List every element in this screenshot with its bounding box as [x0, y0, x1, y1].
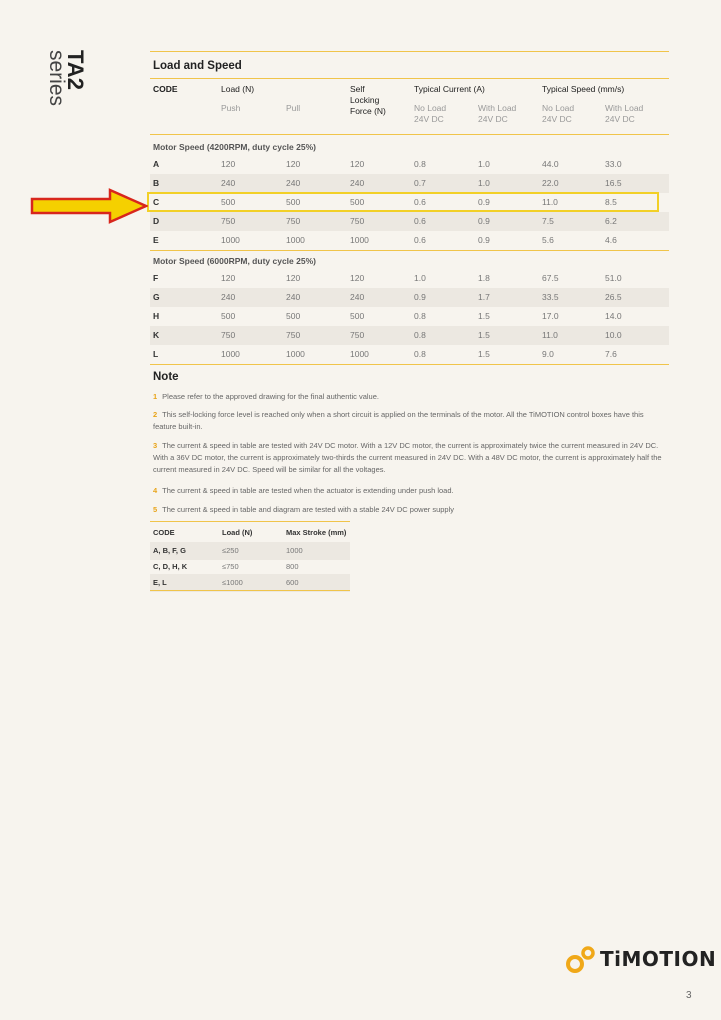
cell-lock: 240 [350, 178, 365, 188]
cell-pull: 1000 [286, 235, 305, 245]
cell-spd-with: 26.5 [605, 292, 622, 302]
stroke-cell-load: ≤250 [222, 546, 239, 555]
side-title [45, 48, 88, 128]
cell-push: 240 [221, 292, 236, 302]
arrow-icon [30, 188, 148, 224]
header-self-line3: Force (N) [350, 106, 386, 116]
header-current: Typical Current (A) [414, 84, 485, 94]
cell-push: 1000 [221, 235, 240, 245]
stroke-cell-code: C, D, H, K [153, 562, 188, 571]
note-number: 1 [153, 392, 158, 401]
withload-line1: With Load [605, 103, 644, 113]
note-item [153, 485, 663, 497]
note-text: This self-locking force level is reached only when a short circuit is applied on the terminals of the motor. All the TiMOTION control boxes have this feature built-in. [153, 410, 644, 431]
cell-push: 750 [221, 330, 236, 340]
cell-pull: 240 [286, 178, 301, 188]
cell-cur-with: 1.5 [478, 349, 490, 359]
header-current-withload [478, 103, 516, 125]
stroke-header-code: CODE [153, 528, 175, 537]
cell-spd-with: 16.5 [605, 178, 622, 188]
note-text: The current & speed in table are tested when the actuator is extending under push load. [162, 486, 454, 495]
cell-push: 500 [221, 197, 236, 207]
cell-cur-with: 0.9 [478, 197, 490, 207]
cell-code: H [153, 311, 160, 321]
stroke-cell-load: ≤750 [222, 562, 239, 571]
cell-spd-with: 7.6 [605, 349, 617, 359]
cell-cur-no: 0.8 [414, 349, 426, 359]
top-rule [150, 51, 669, 52]
series-label: series [45, 50, 68, 107]
group-title: Motor Speed (6000RPM, duty cycle 25%) [153, 256, 316, 266]
table-bottom-rule [150, 364, 669, 365]
noload-line1: No Load [414, 103, 447, 113]
cell-cur-no: 0.9 [414, 292, 426, 302]
group-rule [150, 250, 669, 251]
cell-spd-no: 9.0 [542, 349, 554, 359]
table-row [150, 288, 669, 307]
cell-spd-with: 6.2 [605, 216, 617, 226]
stroke-cell-stroke: 1000 [286, 546, 303, 555]
note-number: 2 [153, 410, 158, 419]
cell-pull: 500 [286, 197, 301, 207]
note-item [153, 409, 663, 433]
cell-cur-no: 0.6 [414, 197, 426, 207]
stroke-top-rule [150, 521, 350, 522]
cell-lock: 500 [350, 311, 365, 321]
stroke-header-stroke: Max Stroke (mm) [286, 528, 347, 537]
cell-lock: 500 [350, 197, 365, 207]
note-item [153, 440, 663, 476]
cell-push: 240 [221, 178, 236, 188]
stroke-cell-code: A, B, F, G [153, 546, 186, 555]
cell-spd-with: 8.5 [605, 197, 617, 207]
gear-logo-icon [566, 944, 600, 974]
cell-spd-no: 44.0 [542, 159, 559, 169]
cell-pull: 120 [286, 273, 301, 283]
cell-spd-no: 67.5 [542, 273, 559, 283]
cell-pull: 500 [286, 311, 301, 321]
stroke-bottom-rule [150, 590, 350, 591]
page-number: 3 [686, 990, 692, 1001]
cell-spd-with: 14.0 [605, 311, 622, 321]
note-number: 4 [153, 486, 158, 495]
cell-cur-with: 0.9 [478, 216, 490, 226]
cell-cur-with: 1.5 [478, 311, 490, 321]
cell-code: G [153, 292, 160, 302]
cell-spd-no: 7.5 [542, 216, 554, 226]
cell-pull: 240 [286, 292, 301, 302]
cell-cur-no: 0.8 [414, 330, 426, 340]
cell-code: E [153, 235, 159, 245]
cell-spd-with: 4.6 [605, 235, 617, 245]
section-title: Load and Speed [153, 60, 242, 72]
logo-text: TiMOTION [600, 947, 717, 971]
cell-cur-with: 1.0 [478, 159, 490, 169]
cell-cur-no: 0.8 [414, 159, 426, 169]
cell-spd-with: 10.0 [605, 330, 622, 340]
timotion-logo [566, 944, 717, 974]
cell-cur-with: 1.8 [478, 273, 490, 283]
cell-lock: 240 [350, 292, 365, 302]
header-push: Push [221, 103, 241, 113]
cell-spd-no: 17.0 [542, 311, 559, 321]
cell-pull: 1000 [286, 349, 305, 359]
cell-code: L [153, 349, 159, 359]
cell-push: 1000 [221, 349, 240, 359]
cell-cur-with: 1.5 [478, 330, 490, 340]
withload-line2: 24V DC [605, 114, 635, 124]
note-title: Note [153, 371, 179, 383]
cell-pull: 750 [286, 330, 301, 340]
highlight-box [147, 192, 659, 212]
stroke-header-row [150, 524, 350, 542]
cell-spd-with: 51.0 [605, 273, 622, 283]
header-self-line1: Self [350, 84, 365, 94]
cell-pull: 120 [286, 159, 301, 169]
cell-cur-no: 1.0 [414, 273, 426, 283]
cell-lock: 120 [350, 273, 365, 283]
header-speed-noload [542, 103, 574, 125]
cell-cur-with: 1.7 [478, 292, 490, 302]
table-row [150, 155, 669, 174]
header-rule [150, 134, 669, 135]
cell-lock: 1000 [350, 349, 369, 359]
cell-cur-with: 0.9 [478, 235, 490, 245]
group-title: Motor Speed (4200RPM, duty cycle 25%) [153, 142, 316, 152]
withload-line2: 24V DC [478, 114, 508, 124]
cell-cur-with: 1.0 [478, 178, 490, 188]
cell-cur-no: 0.6 [414, 216, 426, 226]
header-speed: Typical Speed (mm/s) [542, 84, 625, 94]
cell-code: A [153, 159, 160, 169]
table-row [150, 345, 669, 364]
header-code: CODE [153, 84, 178, 94]
header-pull: Pull [286, 103, 301, 113]
table-row [150, 269, 669, 288]
cell-code: C [153, 197, 160, 207]
cell-spd-no: 11.0 [542, 197, 558, 207]
note-text: Please refer to the approved drawing for the final authentic value. [162, 392, 379, 401]
cell-lock: 1000 [350, 235, 369, 245]
header-self-locking [350, 84, 386, 117]
note-number: 3 [153, 441, 158, 450]
cell-lock: 750 [350, 330, 365, 340]
stroke-cell-stroke: 800 [286, 562, 299, 571]
cell-pull: 750 [286, 216, 301, 226]
cell-code: F [153, 273, 159, 283]
section-rule [150, 78, 669, 79]
table-row [150, 307, 669, 326]
stroke-header-load: Load (N) [222, 528, 253, 537]
withload-line1: With Load [478, 103, 517, 113]
noload-line2: 24V DC [414, 114, 444, 124]
cell-push: 120 [221, 159, 236, 169]
cell-code: D [153, 216, 160, 226]
header-load: Load (N) [221, 84, 255, 94]
cell-spd-no: 5.6 [542, 235, 554, 245]
cell-spd-with: 33.0 [605, 159, 622, 169]
cell-spd-no: 11.0 [542, 330, 558, 340]
cell-cur-no: 0.8 [414, 311, 426, 321]
stroke-cell-code: E, L [153, 578, 167, 587]
note-text: The current & speed in table and diagram are tested with a stable 24V DC power supply [162, 505, 455, 514]
cell-push: 750 [221, 216, 236, 226]
table-row [150, 231, 669, 250]
table-row [150, 326, 669, 345]
stroke-cell-load: ≤1000 [222, 578, 243, 587]
model-name: TA2 [63, 50, 88, 90]
noload-line1: No Load [542, 103, 575, 113]
stroke-cell-stroke: 600 [286, 578, 299, 587]
cell-cur-no: 0.6 [414, 235, 426, 245]
note-text: The current & speed in table are tested with 24V DC motor. With a 12V DC motor, the current is approximately twice the current measured in 24V DC. With a 36V DC motor, the current is approximately two-thirds the current measured in 24V DC. With a 48V DC motor, the current is approximately half the current measured in 24V DC. Speed will be similar for all the voltages. [153, 441, 662, 474]
cell-cur-no: 0.7 [414, 178, 426, 188]
cell-lock: 120 [350, 159, 365, 169]
header-speed-withload [605, 103, 643, 125]
cell-spd-no: 33.5 [542, 292, 559, 302]
cell-code: K [153, 330, 160, 340]
note-number: 5 [153, 505, 158, 514]
cell-push: 500 [221, 311, 236, 321]
cell-code: B [153, 178, 160, 188]
header-current-noload [414, 103, 446, 125]
table-row [150, 212, 669, 231]
cell-lock: 750 [350, 216, 365, 226]
cell-spd-no: 22.0 [542, 178, 559, 188]
note-item [153, 391, 663, 403]
noload-line2: 24V DC [542, 114, 572, 124]
table-row [150, 174, 669, 193]
header-self-line2: Locking [350, 95, 380, 105]
note-item [153, 504, 663, 516]
cell-push: 120 [221, 273, 236, 283]
